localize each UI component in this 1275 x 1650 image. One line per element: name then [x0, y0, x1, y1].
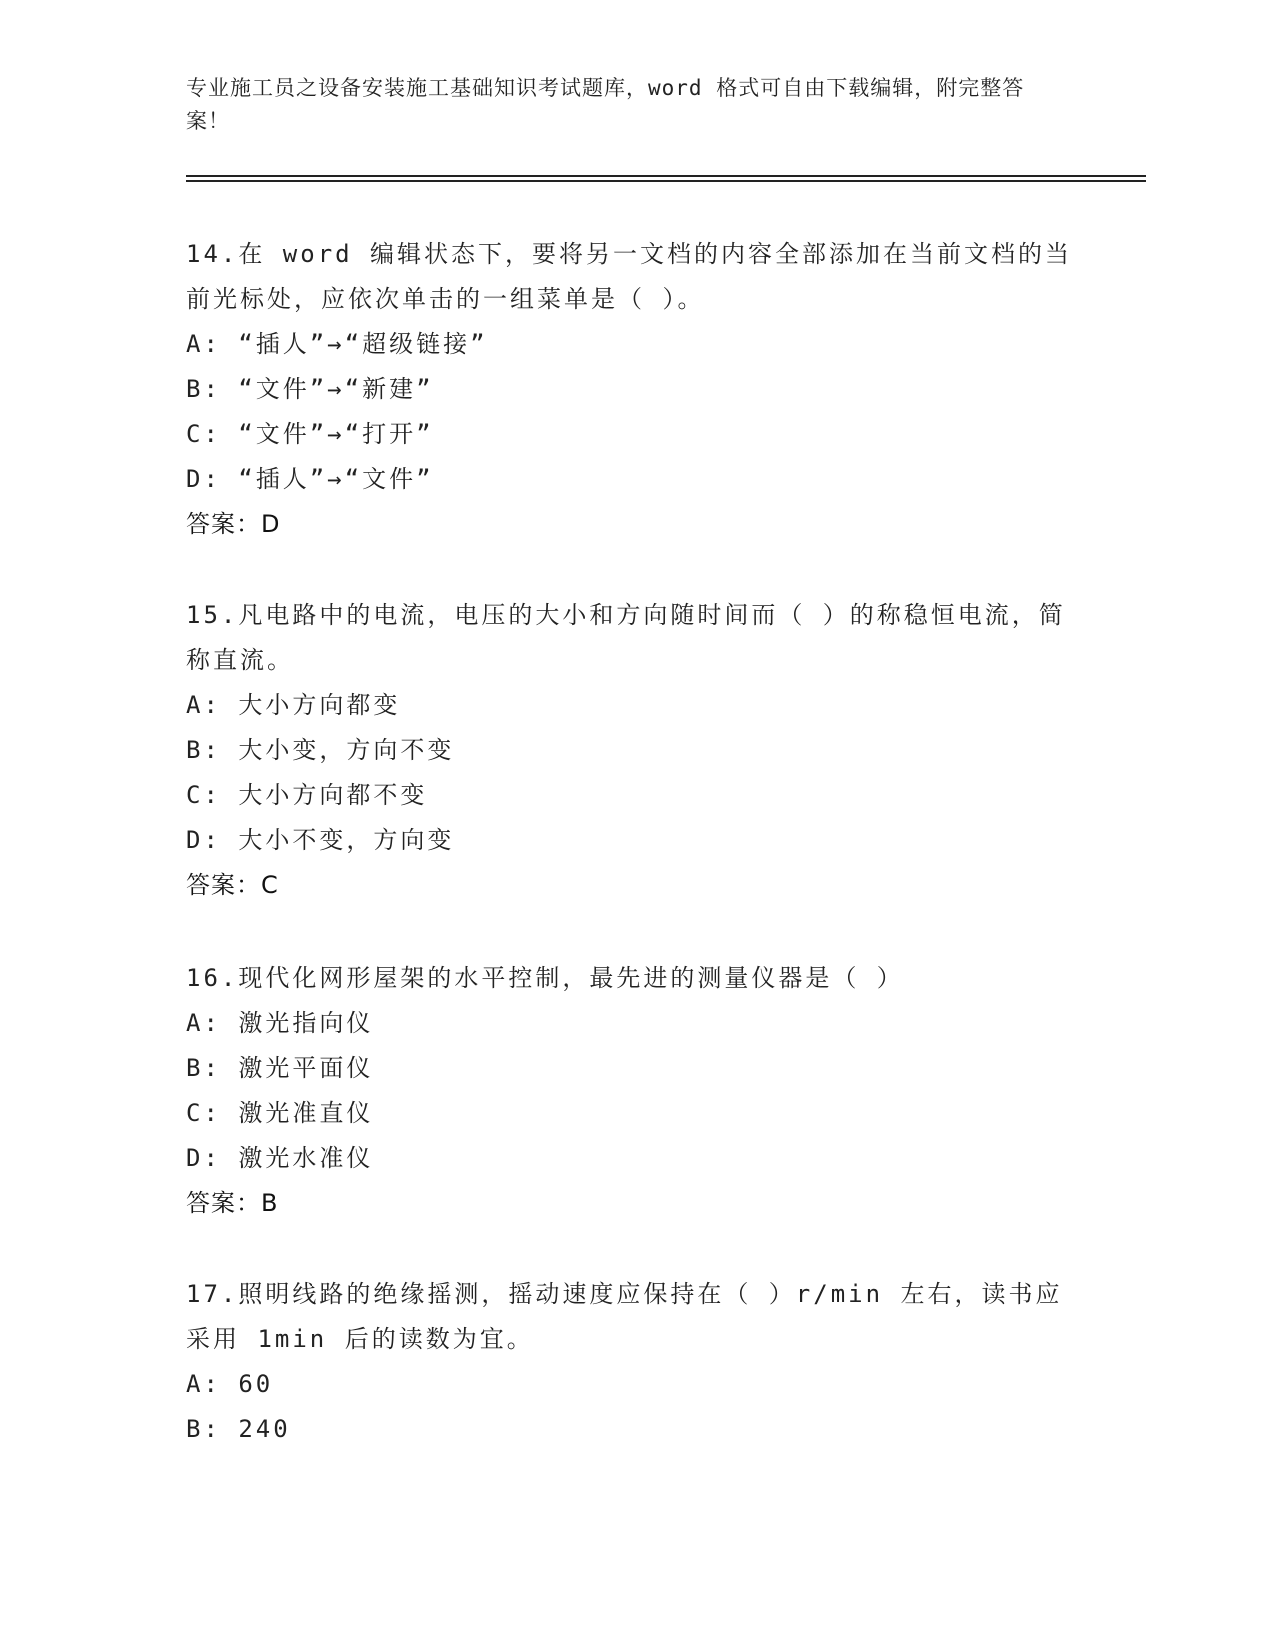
option-b: B: 大小变，方向不变: [186, 736, 455, 764]
question-16: [186, 956, 1086, 1226]
answer: 答案：B: [186, 1189, 279, 1217]
option-b: B: 240: [186, 1415, 291, 1443]
option-a: A: 激光指向仪: [186, 1009, 374, 1037]
question-stem: 16.现代化网形屋架的水平控制，最先进的测量仪器是（ ）: [186, 964, 904, 992]
answer: 答案：C: [186, 871, 279, 899]
option-c: C: “文件”→“打开”: [186, 420, 434, 448]
option-a: A: “插人”→“超级链接”: [186, 330, 488, 358]
question-stem: 15.凡电路中的电流，电压的大小和方向随时间而（ ）的称稳恒电流，简称直流。: [186, 601, 1066, 674]
document-header: 专业施工员之设备安装施工基础知识考试题库，word 格式可自由下载编辑，附完整答案！: [186, 76, 1025, 133]
question-15: [186, 593, 1086, 908]
header-divider-bottom: [186, 180, 1146, 182]
option-b: B: “文件”→“新建”: [186, 375, 434, 403]
option-a: A: 大小方向都变: [186, 691, 401, 719]
answer: 答案：D: [186, 510, 281, 538]
question-stem: 14.在 word 编辑状态下，要将另一文档的内容全部添加在当前文档的当前光标处，应依次单击的一组菜单是（ ）。: [186, 240, 1073, 313]
option-b: B: 激光平面仪: [186, 1054, 374, 1082]
option-c: C: 激光准直仪: [186, 1099, 374, 1127]
question-17: [186, 1272, 1086, 1452]
question-stem: 17.照明线路的绝缘摇测，摇动速度应保持在（ ）r/min 左右，读书应采用 1min 后的读数为宜。: [186, 1280, 1063, 1353]
question-14: [186, 232, 1086, 547]
option-a: A: 60: [186, 1370, 274, 1398]
option-d: D: 大小不变，方向变: [186, 826, 455, 854]
option-d: D: 激光水准仪: [186, 1144, 374, 1172]
option-d: D: “插人”→“文件”: [186, 465, 434, 493]
header-divider-top: [186, 175, 1146, 177]
option-c: C: 大小方向都不变: [186, 781, 428, 809]
